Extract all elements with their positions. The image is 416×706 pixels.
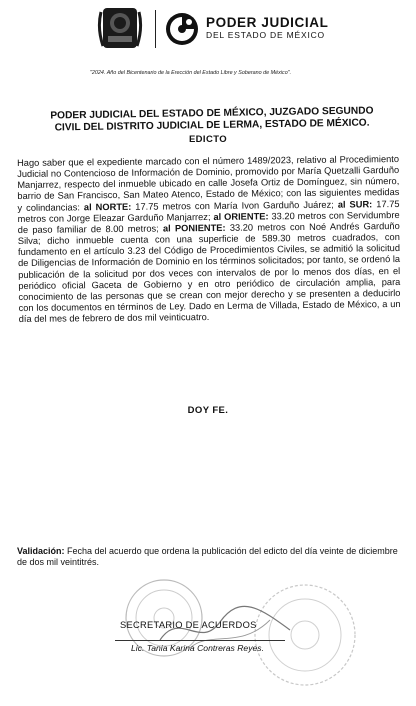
edict-body — [17, 154, 401, 325]
norte-label: al NORTE: — [83, 201, 132, 212]
title-line-1: PODER JUDICIAL DEL ESTADO DE MÉXICO, JUZGADO SEGUNDO — [50, 105, 374, 122]
poder-judicial-logo-icon — [165, 12, 199, 46]
title-line-2: CIVIL DEL DISTRITO JUDICIAL DE LERMA, ESTADO DE MÉXICO. — [54, 117, 370, 133]
norte-text: 17.75 metros con María Ivon Garduño Juárez; — [135, 199, 334, 212]
document-header — [0, 6, 416, 52]
validation-note — [17, 546, 399, 568]
document-title — [22, 105, 402, 134]
poniente-text: 33.20 metros con Noé Andrés Garduño Silva; — [17, 220, 400, 247]
header-divider — [155, 10, 156, 48]
brand-sub: DEL ESTADO DE MÉXICO — [206, 30, 325, 40]
state-seal-icon — [97, 6, 143, 50]
validation-label: Validación: — [17, 546, 65, 556]
body-rest: dicho inmueble cuenta con una superficie de 589.30 metros cuadrados, con fundamento en el artículo 3.23 del Código de Procedimientos Civiles, se admitió la solicitud de Diligencias de Información de Dominio en los términos solicitados; por tanto, se ordenó la publicación de la solicitud por dos veces con intervalos de por lo menos dos días, en el periódico oficial Gaceta de Gobierno y en otro periódico de circulación amplia, para conocimiento de las personas que se crean con mejor derecho y se presenten a deducirlo con los documentos en términos de Ley. Dado en Lerma de Villada, Estado de México, a un día del mes de febrero de dos mil veinticuatro. — [17, 232, 401, 325]
doy-fe: DOY FE. — [187, 405, 229, 416]
secretary-title: SECRETARIO DE ACUERDOS — [120, 620, 257, 630]
edicto-heading: EDICTO — [188, 134, 228, 145]
motto-line: "2024. Año del Bicentenario de la Erección del Estado Libre y Soberano de México". — [90, 70, 292, 76]
signature-line — [115, 640, 285, 641]
sur-text: 17.75 metros con Jorge Eleazar Garduño Manjarrez; — [17, 198, 400, 224]
brand-text — [206, 15, 328, 41]
oriente-text: 33.20 metros con Servidumbre de paso familiar de 8.00 metros; — [17, 209, 400, 235]
sur-label: al SUR: — [337, 198, 373, 210]
brand-main: PODER JUDICIAL — [206, 15, 329, 30]
poniente-label: al PONIENTE: — [162, 222, 226, 234]
oriente-label: al ORIENTE: — [213, 211, 269, 222]
validation-text: Fecha del acuerdo que ordena la publicación del edicto del día veinte de diciembre de dos mil veintitrés. — [17, 546, 398, 567]
body-intro: Hago saber que el expediente marcado con el número 1489/2023, relativo al Procedimiento Judicial no Contencioso de Información de Dominio, promovido por María Quetzalli Garduño Manjarrez, respecto del inmueble ubicado en calle Josefa Ortiz de Domínguez, sin número, barrio de San Francisco, San Mateo Atenco, Estado de México; con las siguientes medidas y colindancias: — [17, 153, 400, 213]
secretary-name: Lic. Tania Karina Contreras Reyes. — [131, 643, 264, 653]
